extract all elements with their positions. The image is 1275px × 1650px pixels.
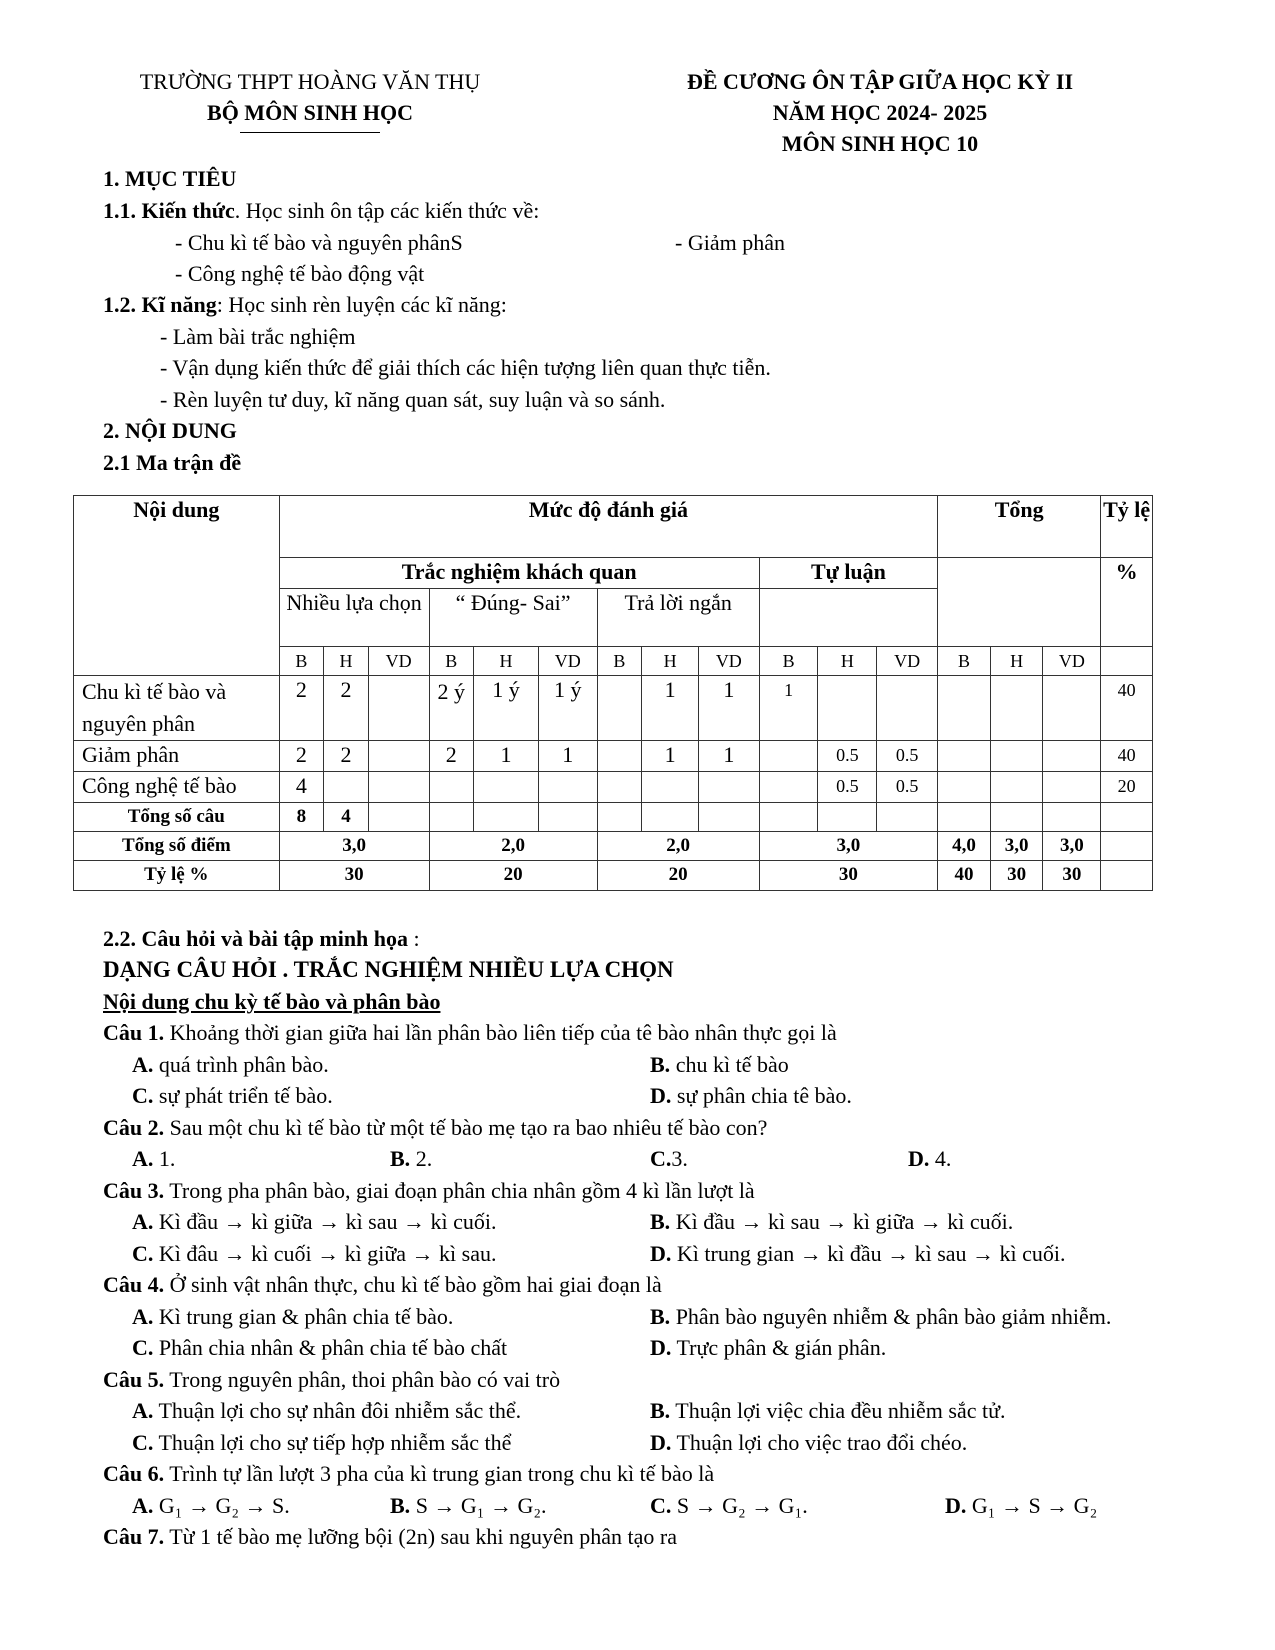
table-cell: [698, 772, 759, 803]
content-column-header: Nội dung: [74, 496, 280, 676]
question-number: Câu 7.: [103, 1524, 165, 1549]
question-1: [103, 1018, 837, 1048]
option-letter: A.: [132, 1052, 154, 1077]
option-letter: A.: [132, 1209, 154, 1234]
level-cell: H: [324, 647, 369, 676]
skills-label: 1.2. Kĩ năng: [103, 292, 217, 317]
table-cell: [429, 772, 474, 803]
table-cell: [324, 772, 369, 803]
level-cell: H: [642, 647, 699, 676]
question-6: [103, 1459, 714, 1489]
table-cell: [990, 741, 1043, 772]
table-cell: [938, 741, 991, 772]
question-text: Sau một chu kì tế bào từ một tế bào mẹ tạo ra bao nhiêu tế bào con?: [164, 1115, 768, 1140]
table-cell: [938, 772, 991, 803]
question-number: Câu 4.: [103, 1272, 165, 1297]
table-row: [74, 772, 1153, 803]
multiple-choice-header: Nhiều lựa chọn: [279, 589, 429, 647]
percent-cell: 20: [1101, 772, 1153, 803]
answer-option: [132, 1333, 507, 1363]
header-row: [74, 496, 1153, 558]
table-cell: 20: [597, 861, 759, 891]
option-text: Thuận lợi cho sự tiếp hợp nhiễm sắc thể: [153, 1430, 512, 1455]
option-text: Kì đâu → kì cuối → kì giữa → kì sau.: [153, 1241, 497, 1266]
level-cell: VD: [368, 647, 429, 676]
option-letter: C.: [650, 1493, 672, 1518]
level-cell: H: [474, 647, 539, 676]
option-letter: C.: [132, 1430, 154, 1455]
table-cell: 2: [279, 741, 324, 772]
option-text: sự phân chia tê bào.: [671, 1083, 852, 1108]
question-number: Câu 5.: [103, 1367, 165, 1392]
table-cell: [597, 772, 642, 803]
skill-item: - Vận dụng kiến thức để giải thích các hiện tượng liên quan thực tiễn.: [160, 355, 771, 380]
level-cell: B: [938, 647, 991, 676]
table-cell: [368, 741, 429, 772]
school-name: TRƯỜNG THPT HOÀNG VĂN THỤ: [139, 69, 481, 94]
table-cell: 3,0: [1043, 832, 1101, 861]
table-cell: 2 ý: [429, 676, 474, 741]
answer-option: [132, 1144, 175, 1174]
table-cell: [642, 772, 699, 803]
level-cell: B: [279, 647, 324, 676]
table-cell: 1: [759, 676, 818, 741]
table-cell: 1: [698, 741, 759, 772]
option-letter: B.: [650, 1398, 671, 1423]
table-row: [74, 741, 1153, 772]
percent-cell: 40: [1101, 741, 1153, 772]
answer-option: [132, 1396, 521, 1426]
question-7: [103, 1522, 677, 1552]
table-cell: 1 ý: [474, 676, 539, 741]
table-cell: 2: [324, 676, 369, 741]
option-letter: D.: [650, 1335, 672, 1360]
answer-option: [132, 1428, 511, 1458]
skills-text: : Học sinh rèn luyện các kĩ năng:: [216, 292, 507, 317]
level-cell: B: [597, 647, 642, 676]
answer-option: [908, 1144, 951, 1174]
questions-heading-label: 2.2. Câu hỏi và bài tập minh họa: [103, 926, 409, 951]
total-questions-label: Tổng số câu: [74, 803, 280, 832]
table-cell: [597, 676, 642, 741]
question-text: Từ 1 tế bào mẹ lưỡng bội (2n) sau khi nguyên phân tạo ra: [164, 1524, 677, 1549]
option-letter: D.: [650, 1430, 672, 1455]
option-text: 4.: [929, 1146, 952, 1171]
table-cell: 0.5: [877, 741, 938, 772]
option-text: 1.: [153, 1146, 176, 1171]
table-cell: 20: [429, 861, 597, 891]
answer-option: [132, 1491, 290, 1521]
table-cell: 1 ý: [538, 676, 597, 741]
answer-option: [945, 1491, 1097, 1521]
total-points-row: [74, 832, 1153, 861]
table-cell: [1043, 741, 1101, 772]
level-cell: B: [429, 647, 474, 676]
table-cell: 30: [759, 861, 937, 891]
option-letter: D.: [650, 1241, 672, 1266]
knowledge-item: - Giảm phân: [675, 230, 785, 255]
table-cell: 0.5: [818, 772, 877, 803]
table-cell: 0.5: [877, 772, 938, 803]
table-cell: 2: [429, 741, 474, 772]
topic-heading: Nội dung chu kỳ tế bào và phân bào: [103, 989, 441, 1014]
option-text: Kì trung gian & phân chia tế bào.: [153, 1304, 454, 1329]
level-cell: VD: [538, 647, 597, 676]
objectives-heading: 1. MỤC TIÊU: [103, 166, 237, 191]
table-cell: [597, 741, 642, 772]
school-year: NĂM HỌC 2024- 2025: [772, 100, 988, 125]
table-row: [74, 676, 1153, 741]
question-2: [103, 1113, 767, 1143]
option-letter: B.: [390, 1493, 411, 1518]
question-number: Câu 6.: [103, 1461, 165, 1486]
answer-option: [390, 1144, 432, 1174]
question-number: Câu 3.: [103, 1178, 165, 1203]
option-text: Kì đầu → kì sau → kì giữa → kì cuối.: [670, 1209, 1014, 1234]
total-points-label: Tổng số điểm: [74, 832, 280, 861]
table-cell: 3,0: [759, 832, 937, 861]
document-title: ĐỀ CƯƠNG ÔN TẬP GIỮA HỌC KỲ II: [686, 69, 1074, 94]
answer-option: [650, 1333, 886, 1363]
row-label: Giảm phân: [74, 741, 280, 772]
percent-cell: 40: [1101, 676, 1153, 741]
subject-name: MÔN SINH HỌC 10: [781, 131, 979, 156]
total-header: Tổng: [938, 496, 1101, 558]
table-cell: 3,0: [279, 832, 429, 861]
total-blank: [938, 558, 1101, 647]
department-name: BỘ MÔN SINH HỌC: [207, 100, 413, 125]
level-cell: B: [759, 647, 818, 676]
option-text: Kì đầu → kì giữa → kì sau → kì cuối.: [153, 1209, 497, 1234]
questions-heading: [103, 924, 420, 954]
knowledge-item: - Công nghệ tế bào động vật: [175, 261, 425, 286]
answer-option: [650, 1050, 789, 1080]
option-text: Thuận lợi cho việc trao đổi chéo.: [671, 1430, 968, 1455]
option-letter: B.: [390, 1146, 411, 1171]
option-text: S → G₁ → G₂.: [410, 1493, 547, 1518]
question-text: Trong pha phân bào, giai đoạn phân chia nhân gồm 4 kì lần lượt là: [164, 1178, 755, 1203]
option-letter: A.: [132, 1146, 154, 1171]
option-letter: A.: [132, 1493, 154, 1518]
option-letter: C.: [132, 1083, 154, 1108]
row-label: Chu kì tế bào và nguyên phân: [74, 676, 280, 741]
option-text: Thuận lợi cho sự nhân đôi nhiễm sắc thể.: [153, 1398, 522, 1423]
table-cell: 4: [324, 803, 369, 832]
ratio-label: Tỷ lệ %: [74, 861, 280, 891]
answer-option: [132, 1302, 453, 1332]
option-text: sự phát triển tế bào.: [153, 1083, 333, 1108]
question-text: Khoảng thời gian giữa hai lần phân bào liên tiếp của tê bào nhân thực gọi là: [164, 1020, 837, 1045]
option-text: Trực phân & gián phân.: [671, 1335, 887, 1360]
percent-header: %: [1101, 558, 1153, 647]
knowledge-label: 1.1. Kiến thức: [103, 198, 235, 223]
knowledge-text: . Học sinh ôn tập các kiến thức về:: [234, 198, 540, 223]
option-letter: C.: [650, 1146, 672, 1171]
question-5: [103, 1365, 560, 1395]
header-left: [80, 66, 540, 133]
table-cell: [474, 772, 539, 803]
skill-item: - Rèn luyện tư duy, kĩ năng quan sát, suy luận và so sánh.: [160, 387, 666, 412]
ratio-header: Tỷ lệ: [1101, 496, 1153, 558]
option-text: quá trình phân bào.: [153, 1052, 329, 1077]
answer-option: [650, 1396, 1006, 1426]
question-number: Câu 2.: [103, 1115, 165, 1140]
question-text: Trình tự lần lượt 3 pha của kì trung gian trong chu kì tế bào là: [164, 1461, 715, 1486]
level-cell: VD: [877, 647, 938, 676]
question-3: [103, 1176, 755, 1206]
question-text: Trong nguyên phân, thoi phân bào có vai trò: [164, 1367, 561, 1392]
row-label: Công nghệ tế bào: [74, 772, 280, 803]
table-cell: [877, 676, 938, 741]
table-cell: [1043, 772, 1101, 803]
answer-option: [132, 1239, 497, 1269]
answer-option: [132, 1207, 497, 1237]
option-text: chu kì tế bào: [670, 1052, 789, 1077]
table-cell: 2,0: [597, 832, 759, 861]
option-text: 2.: [410, 1146, 433, 1171]
answer-option: [650, 1081, 852, 1111]
table-cell: 30: [990, 861, 1043, 891]
short-answer-header: Trả lời ngắn: [597, 589, 759, 647]
answer-option: [650, 1239, 1066, 1269]
question-text: Ở sinh vật nhân thực, chu kì tế bào gồm hai giai đoạn là: [164, 1272, 662, 1297]
table-cell: 1: [642, 676, 699, 741]
level-cell: [1101, 647, 1153, 676]
skills-line: [103, 290, 507, 320]
table-cell: [759, 772, 818, 803]
questions-heading-suffix: :: [408, 926, 420, 951]
table-cell: [990, 772, 1043, 803]
table-cell: [368, 772, 429, 803]
option-letter: B.: [650, 1304, 671, 1329]
objective-header: Trắc nghiệm khách quan: [279, 558, 759, 589]
question-type-heading: DẠNG CÂU HỎI . TRẮC NGHIỆM NHIỀU LỰA CHỌN: [103, 957, 674, 982]
skill-item: - Làm bài trắc nghiệm: [160, 324, 356, 349]
table-cell: 30: [279, 861, 429, 891]
table-cell: 0.5: [818, 741, 877, 772]
table-cell: 4: [279, 772, 324, 803]
ratio-row: [74, 861, 1153, 891]
table-cell: 1: [538, 741, 597, 772]
option-letter: D.: [650, 1083, 672, 1108]
table-cell: [938, 676, 991, 741]
option-text: G₁ → S → G₂: [966, 1493, 1098, 1518]
option-letter: C.: [132, 1335, 154, 1360]
option-text: 3.: [671, 1146, 688, 1171]
option-letter: B.: [650, 1209, 671, 1234]
table-cell: [818, 676, 877, 741]
table-cell: [368, 676, 429, 741]
option-letter: C.: [132, 1241, 154, 1266]
option-letter: B.: [650, 1052, 671, 1077]
option-letter: A.: [132, 1398, 154, 1423]
table-cell: 2: [279, 676, 324, 741]
option-text: Phân chia nhân & phân chia tế bào chất: [153, 1335, 508, 1360]
table-cell: 2: [324, 741, 369, 772]
question-4: [103, 1270, 662, 1300]
table-cell: [1043, 676, 1101, 741]
header-divider: [240, 132, 380, 133]
table-cell: 1: [474, 741, 539, 772]
header-right: [620, 66, 1140, 159]
table-cell: [990, 676, 1043, 741]
answer-option: [650, 1491, 808, 1521]
table-cell: 2,0: [429, 832, 597, 861]
answer-option: [132, 1050, 329, 1080]
knowledge-line: [103, 196, 539, 226]
answer-option: [132, 1081, 333, 1111]
option-text: Kì trung gian → kì đầu → kì sau → kì cuối.: [671, 1241, 1066, 1266]
level-header: Mức độ đánh giá: [279, 496, 938, 558]
true-false-header: “ Đúng- Sai”: [429, 589, 597, 647]
table-cell: 3,0: [990, 832, 1043, 861]
assessment-matrix-table: [73, 495, 1153, 891]
option-letter: D.: [945, 1493, 967, 1518]
answer-option: [650, 1144, 688, 1174]
level-cell: H: [990, 647, 1043, 676]
level-cell: H: [818, 647, 877, 676]
table-cell: 40: [938, 861, 991, 891]
option-text: Phân bào nguyên nhiễm & phân bào giảm nhiễm.: [670, 1304, 1112, 1329]
answer-option: [390, 1491, 547, 1521]
content-heading: 2. NỘI DUNG: [103, 418, 237, 443]
total-questions-row: [74, 803, 1153, 832]
level-cell: VD: [1043, 647, 1101, 676]
level-cell: VD: [698, 647, 759, 676]
answer-option: [650, 1428, 967, 1458]
table-cell: 1: [698, 676, 759, 741]
option-text: Thuận lợi việc chia đều nhiễm sắc tử.: [670, 1398, 1006, 1423]
matrix-heading: 2.1 Ma trận đề: [103, 450, 242, 475]
table-cell: [538, 772, 597, 803]
table-cell: 4,0: [938, 832, 991, 861]
answer-option: [650, 1207, 1013, 1237]
option-text: G₁ → G₂ → S.: [153, 1493, 290, 1518]
answer-option: [650, 1302, 1111, 1332]
option-text: S → G₂ → G₁.: [671, 1493, 808, 1518]
essay-header: Tự luận: [759, 558, 937, 589]
question-number: Câu 1.: [103, 1020, 165, 1045]
essay-blank: [759, 589, 937, 647]
knowledge-item: - Chu kì tế bào và nguyên phânS: [175, 230, 463, 255]
table-cell: [759, 741, 818, 772]
table-cell: 1: [642, 741, 699, 772]
table-cell: 30: [1043, 861, 1101, 891]
option-letter: A.: [132, 1304, 154, 1329]
option-letter: D.: [908, 1146, 930, 1171]
table-cell: 8: [279, 803, 324, 832]
